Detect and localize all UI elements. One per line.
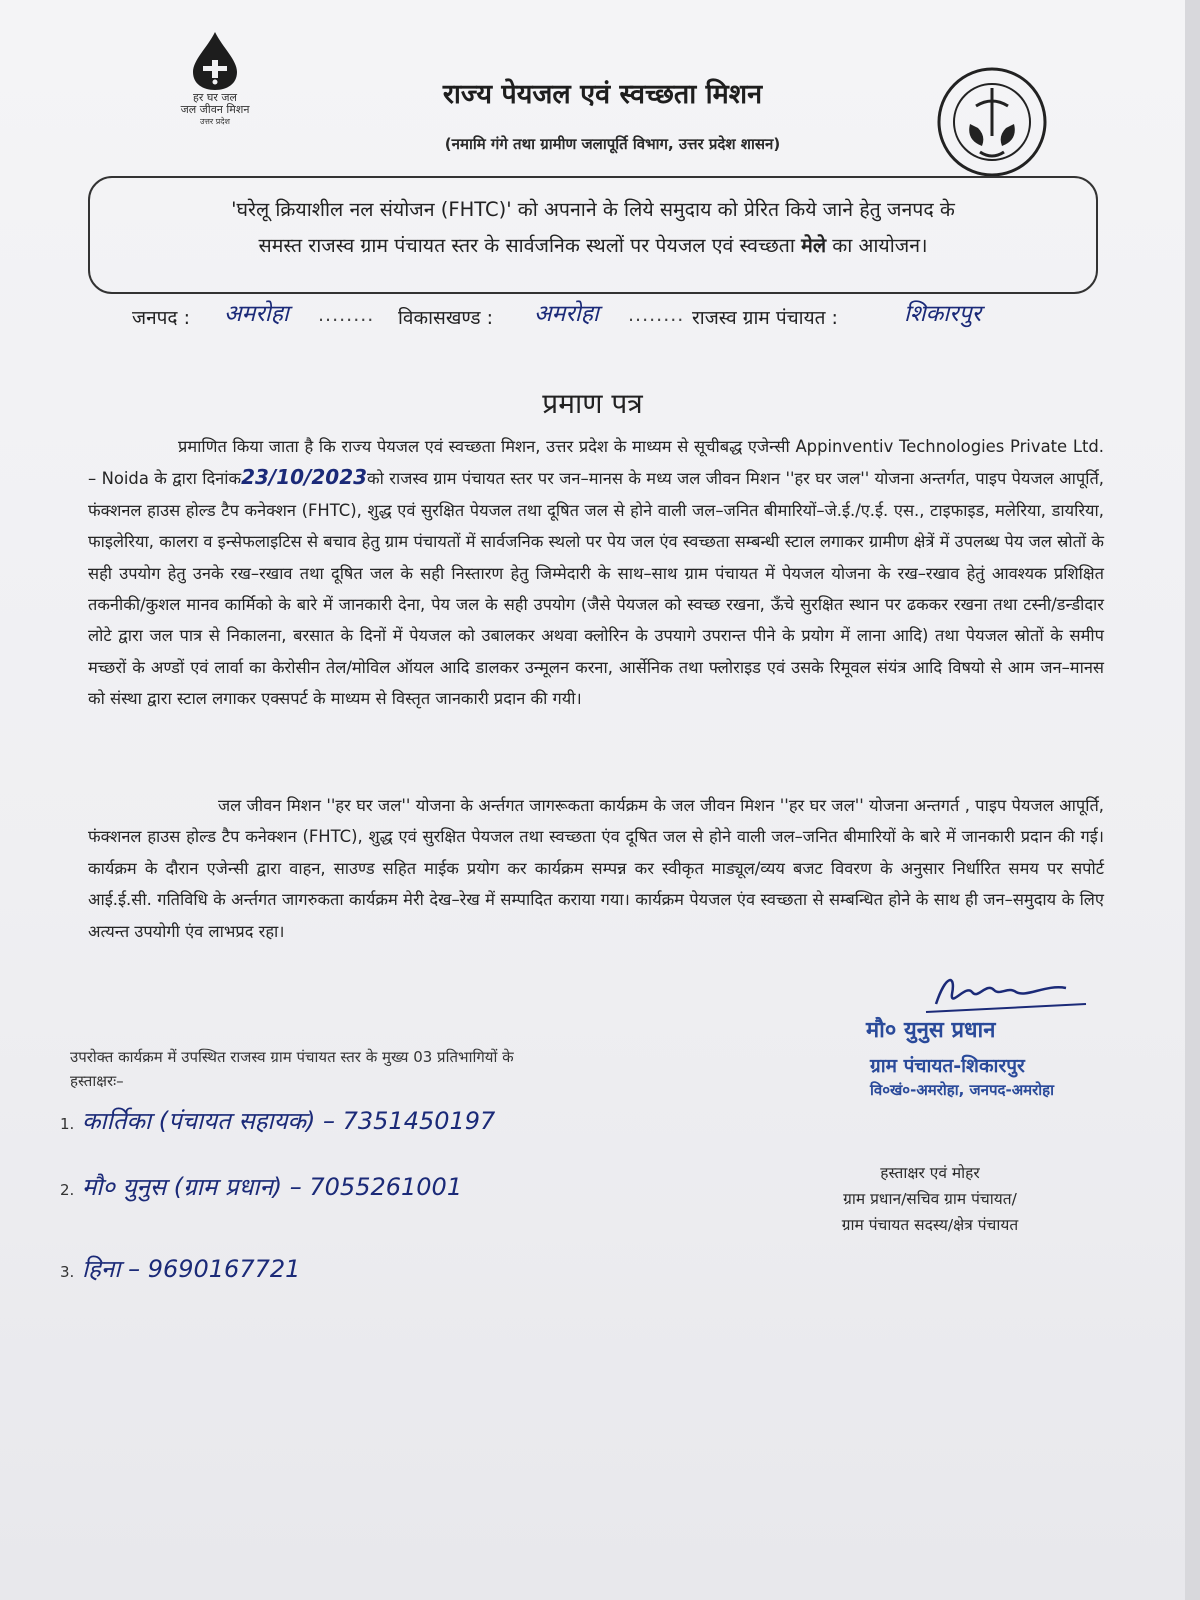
attendee-2 xyxy=(60,1170,462,1203)
attendees-label-line-2: हस्ताक्षरः– xyxy=(70,1072,124,1090)
event-mela-bold: मेले xyxy=(801,234,827,257)
janpad-dots: ........ xyxy=(318,304,375,326)
event-line-1: 'घरेलू क्रियाशील नल संयोजन (FHTC)' को अपनाने के लिये समुदाय को प्रेरित किये जाने हेतु जनपद के xyxy=(231,198,955,221)
stamp-line-1: मौ० युनुस प्रधान xyxy=(866,1018,996,1043)
certificate-paragraph-2: जल जीवन मिशन ''हर घर जल'' योजना के अर्न्तगत जागरूकता कार्यक्रम के जल जीवन मिशन ''हर घर जल'' योजना अन्तगर्त , पाइप पेयजल आपूर्ति, फंक्शनल हाउस होल्ड टैप कनेक्शन (FHTC), शुद्ध एवं सुरक्षित पेयजल तथा स्वच्छता एंव दूषित जल से होने वाली जल–जनित बीमारियों के बारे में जानकारी प्रदान की गई। कार्यक्रम के दौरान एजेन्सी द्वारा वाहन, साउण्ड सहित माईक प्रयोग कर कार्यक्रम सम्पन्न कर स्वीकृत माड्यूल/व्यय बजट विवरण के अनुसार निर्धारित समय पर सपोर्ट आई.ई.सी. गतिविधि के अर्न्तगत जागरुकता कार्यक्रम मेरी देख–रेख में सम्पादित कराया गया। कार्यक्रम पेयजल एंव स्वच्छता से सम्बन्धित होने के साथ ही जन–समुदाय के लिए अत्यन्त उपयोगी एंव लाभप्रद रहा। xyxy=(88,796,1104,941)
stamp-line-2: ग्राम पंचायत-शिकारपुर xyxy=(870,1055,1025,1077)
signature-line-2: ग्राम प्रधान/सचिव ग्राम पंचायत/ xyxy=(843,1190,1017,1208)
mission-title: राज्य पेयजल एवं स्वच्छता मिशन xyxy=(442,79,763,110)
attendees-label xyxy=(70,1045,514,1093)
attendee-1 xyxy=(60,1104,495,1137)
logo-text-3: उत्तर प्रदेश xyxy=(200,117,230,126)
attendee-2-text: मौ० युनुस (ग्राम प्रधान) – 7055261001 xyxy=(81,1173,463,1201)
logo-text-2: जल जीवन मिशन xyxy=(180,103,250,116)
certificate-paragraph-1 xyxy=(88,431,1104,715)
janpad-label: जनपद : xyxy=(132,307,190,329)
attendee-1-text: कार्तिका (पंचायत सहायक) – 7351450197 xyxy=(81,1107,496,1135)
signature-designation-block xyxy=(790,1160,1070,1238)
logo-text-1: हर घर जल xyxy=(193,91,237,104)
stamp-line-3: वि०खं०-अमरोहा, जनपद-अमरोहा xyxy=(870,1081,1055,1099)
mission-subtitle: (नमामि गंगे तथा ग्रामीण जलापूर्ति विभाग, उत्तर प्रदेश शासन) xyxy=(444,135,781,153)
event-description-box xyxy=(88,176,1098,294)
vikaskhand-label: विकासखण्ड : xyxy=(398,307,494,329)
attendee-3-number: 3. xyxy=(60,1263,75,1281)
event-line-2 xyxy=(116,228,1070,264)
event-line-2-end: का आयोजन। xyxy=(826,234,928,257)
location-row xyxy=(132,296,1092,340)
handwritten-date: 23/10/2023 xyxy=(241,465,368,490)
janpad-value: अमरोहा xyxy=(224,301,289,327)
vikaskhand-value: अमरोहा xyxy=(534,301,599,327)
panchayat-value: शिकारपुर xyxy=(904,301,982,327)
event-line-2-text: समस्त राजस्व ग्राम पंचायत स्तर के सार्वजनिक स्थलों पर पेयजल एवं स्वच्छता xyxy=(258,234,802,257)
para1-rest: को राजस्व ग्राम पंचायत स्तर पर जन–मानस के मध्य जल जीवन मिशन ''हर घर जल'' योजना अन्तर्गत, पाइप पेयजल आपूर्ति, फंक्शनल हाउस होल्ड टैप कनेक्शन (FHTC), शुद्ध एवं सुरक्षित पेयजल तथा दूषित जल से होने वाली जल–जनित बीमारियों–जे.ई./ए.ई. एस., टाइफाइड, मलेरिया, डायरिया, फाइलेरिया, कालरा व इन्सेफलाइटिस से बचाव हेतु ग्राम पंचायतों में सार्वजनिक स्थलो पर पेय जल एंव स्वच्छता सम्बन्धी स्टाल लगाकर ग्रामीण क्षेत्रें में उपलब्ध पेय जल स्रोतों के सही उपयोग हेतु उनके रख–रखाव तथा दूषित जल के सही निस्तारण हेतु जिम्मेदारी के साथ–साथ ग्राम पंचायत में पेयजल योजना के रख–रखाव हेतुं आवश्यक प्रशिक्षित तकनीकी/कुशल मानव कार्मिको के बारे में जानकारी देना, पेय जल के सही उपयोग (जैसे पेयजल को स्वच्छ रखना, ऊँचे सुरक्षित स्थान पर ढककर रखना तथा टस्नी/डन्डीदार लोटे द्वारा जल पात्र से निकालना, बरसात के दिनों में पेयजल को उबालकर अथवा क्लोरिन के उपयागे उपरान्त पीने के प्रयोग में लाना आदि) तथा पेयजल स्रोतों के समीप मच्छरों के अण्डों एवं लार्वा का केरोसीन तेल/मोविल ऑयल आदि डालकर उन्मूलन करना, आर्सेनिक तथा फ्लोराइड एवं उसके रिमूवल संयंत्र आदि विषयो से आम जन–मानस को संस्था द्वारा स्टाल लगाकर एक्सपर्ट के माध्यम से विस्तृत जानकारी प्रदान की गयी। xyxy=(88,469,1104,709)
para1-start: प्रमाणित किया जाता है कि राज्य पेयजल एवं स्वच्छता मिशन, उत्तर प्रदेश के माध्यम से सूचीबद्ध एजेन्सी Appinventiv Technologies Private Ltd. – Noida के द्वारा दिनांक xyxy=(88,437,1104,489)
background-edge xyxy=(1185,0,1200,1600)
attendee-3 xyxy=(60,1252,300,1285)
certificate-title: प्रमाण पत्र xyxy=(542,387,643,420)
signature-line-3: ग्राम पंचायत सदस्य/क्षेत्र पंचायत xyxy=(841,1216,1019,1234)
signature-line-1: हस्ताक्षर एवं मोहर xyxy=(880,1164,980,1182)
attendee-3-text: हिना – 9690167721 xyxy=(81,1255,301,1283)
attendee-1-number: 1. xyxy=(60,1115,75,1133)
attendee-2-number: 2. xyxy=(60,1181,75,1199)
panchayat-label: राजस्व ग्राम पंचायत : xyxy=(692,307,838,329)
attendees-label-line-1: उपरोक्त कार्यक्रम में उपस्थित राजस्व ग्राम पंचायत स्तर के मुख्य 03 प्रतिभागियों के xyxy=(70,1048,514,1066)
vikaskhand-dots: ........ xyxy=(628,304,685,326)
